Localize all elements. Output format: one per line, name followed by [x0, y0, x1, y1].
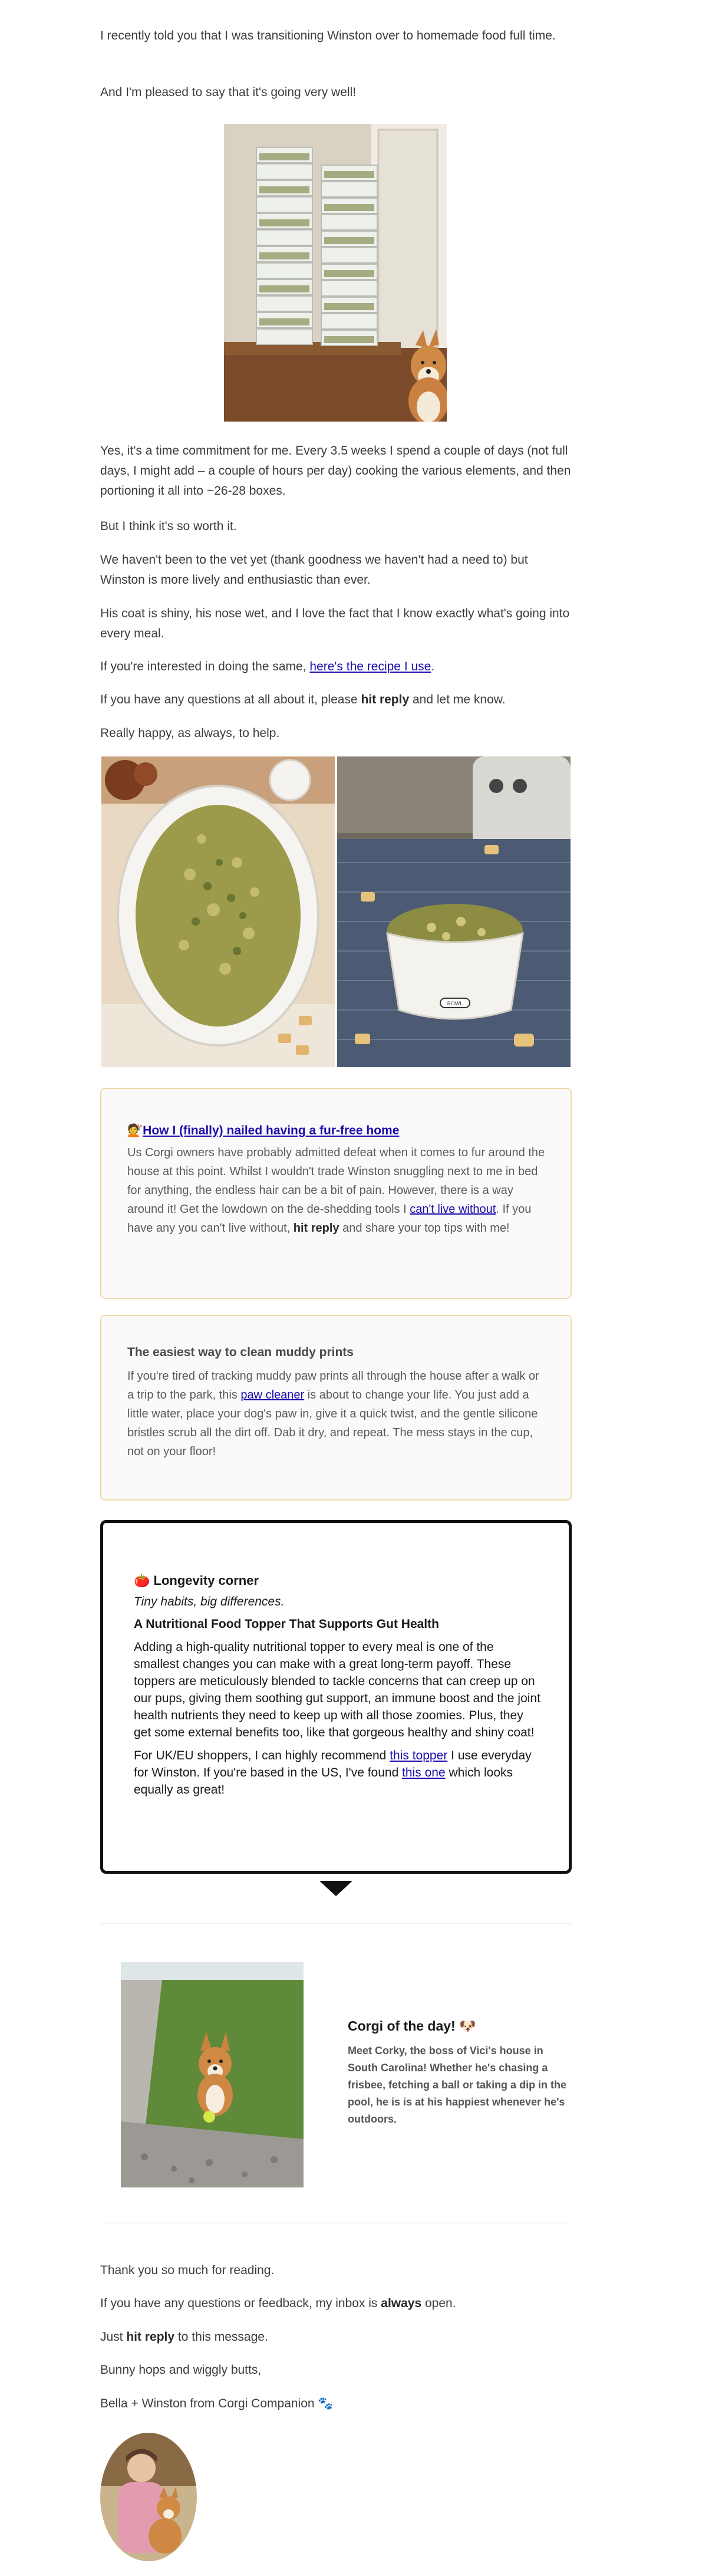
body-paragraph-coat: His coat is shiny, his nose wet, and I love the fact that I know exactly what's going into every meal. [100, 607, 570, 640]
body-paragraph-worth-it: But I think it's so worth it. [100, 519, 237, 533]
speech-pointer [319, 1881, 352, 1896]
outro-signature: Bella + Winston from Corgi Companion 🐾 [100, 2397, 334, 2410]
meal-prep-photo [224, 124, 447, 422]
author-avatar [100, 2433, 197, 2561]
intro-paragraph-2: And I'm pleased to say that it's going very well! [100, 85, 357, 99]
body-paragraph-happy: Really happy, as always, to help. [100, 726, 280, 740]
fur-free-home-card [100, 1088, 572, 1299]
muddy-prints-card [100, 1315, 572, 1501]
intro-paragraph-1: I recently told you that I was transitioning Winston over to homemade food full time. [100, 29, 556, 42]
muddy-prints-title: The easiest way to clean muddy prints [127, 1345, 354, 1359]
deshedding-tools-link[interactable]: can't live without [410, 1203, 496, 1216]
fur-free-home-link[interactable]: How I (finally) nailed having a fur-free home [143, 1124, 400, 1137]
body-paragraph-questions: If you have any questions at all about it, please hit reply and let me know. [100, 693, 506, 706]
outro-reply: Just hit reply to this message. [100, 2330, 268, 2344]
dog-bowl-food-photo [337, 756, 571, 1067]
paw-cleaner-link[interactable]: paw cleaner [240, 1389, 305, 1401]
corgi-of-the-day-body: Meet Corky, the boss of Vici's house in South Carolina! Whether he's chasing a frisbee, fetching a ball or taking a dip in the pool, he is is at his happiest whenever he's outdoors. [348, 2045, 567, 2125]
tomato-icon: 🍅 [134, 1573, 150, 1588]
muddy-prints-body: If you're tired of tracking muddy paw prints all through the house after a walk or a trip to the park, this paw cleaner is about to change your life. You just add a little water, place your dog's paw in, give it a quick twist, and the gentle silicone bristles scrub all the dirt off. Dab it dry, and repeat. The mess stays in the cup, not on your floor! [127, 1370, 539, 1458]
longevity-body: Adding a high-quality nutritional topper to every meal is one of the smallest changes you can make with a great long-term payoff. These toppers are meticulously blended to tackle concerns that can creep up on our pups, giving them soothing gut support, an immune boost and the joint health nutrients they need to keep up with all those zoomies. Plus, they get some external benefits too, like that gorgeous healthy and shiny coat! [134, 1640, 540, 1739]
bowl-bone-label: BOWL [447, 1001, 463, 1006]
outro-signoff: Bunny hops and wiggly butts, [100, 2363, 262, 2377]
outro-thanks: Thank you so much for reading. [100, 2264, 275, 2277]
recipe-link[interactable]: here's the recipe I use [309, 660, 431, 673]
corgi-of-the-day-title: Corgi of the day! 🐶 [348, 2018, 476, 2034]
longevity-corner-box [100, 1520, 572, 1874]
longevity-tagline: Tiny habits, big differences. [134, 1595, 285, 1608]
body-paragraph-time-commitment: Yes, it's a time commitment for me. Every 3.5 weeks I spend a couple of days (not full days, I might add – a couple of hours per day) cooking the various elements, and then portioning it all into ~26-28 boxes. [100, 444, 571, 498]
us-topper-link[interactable]: this one [402, 1766, 446, 1779]
section-divider-top [100, 1923, 572, 1924]
outro-feedback: If you have any questions or feedback, my inbox is always open. [100, 2297, 456, 2310]
uk-topper-link[interactable]: this topper [390, 1749, 448, 1762]
longevity-subheading: A Nutritional Food Topper That Supports Gut Health [134, 1617, 439, 1631]
fur-free-home-body: Us Corgi owners have probably admitted defeat when it comes to fur around the house at this point. Whilst I wouldn't trade Winston snuggling next to me in bed for anything, the endless hair can be a bit of pain. However, there is a way around it! Get the lowdown on the de-shedding tools I can't live without. If you have any you can't live without, hit reply and share your top tips with me! [127, 1146, 545, 1235]
haircut-emoji-icon: 💇 [127, 1124, 143, 1137]
longevity-heading: 🍅 Longevity corner [134, 1573, 259, 1588]
body-paragraph-recipe: If you're interested in doing the same, here's the recipe I use. [100, 660, 435, 673]
longevity-recommendation: For UK/EU shoppers, I can highly recommend this topper I use everyday for Winston. If you're based in the US, I've found this one which looks equally as great! [134, 1749, 532, 1797]
body-paragraph-vet: We haven't been to the vet yet (thank goodness we haven't had a need to) but Winston is more lively and enthusiastic than ever. [100, 553, 528, 587]
corky-corgi-photo [121, 1962, 304, 2187]
slow-cooker-food-photo [101, 756, 335, 1067]
